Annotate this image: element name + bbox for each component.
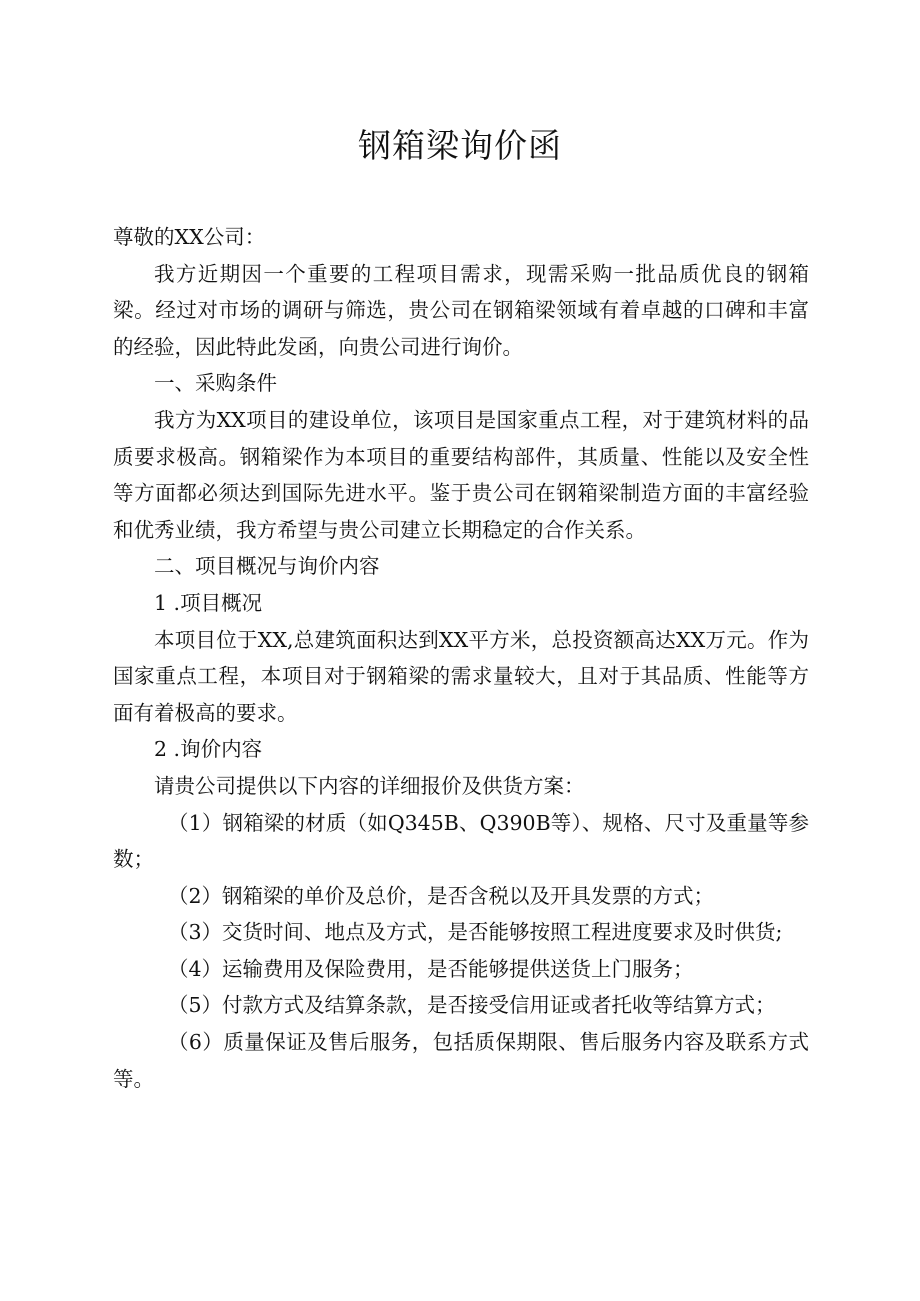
subsection1-heading: 1 .项目概况 (154, 590, 263, 615)
list-item: （5）付款方式及结算条款，是否接受信用证或者托收等结算方式； (168, 993, 776, 1018)
section2-heading: 二、项目概况与询价内容 (154, 554, 380, 579)
intro-paragraph: 我方近期因一个重要的工程项目需求，现需采购一批品质优良的钢箱梁。经过对市场的调研与筛选，贵公司在钢箱梁领域有着卓越的口碑和丰富的经验，因此特此发函，向贵公司进行询价。 (113, 261, 809, 359)
subsection1-paragraph: 本项目位于XX,总建筑面积达到XX平方米，总投资额高达XX万元。作为国家重点工程，本项目对于钢箱梁的需求量较大，且对于其品质、性能等方面有着极高的要求。 (113, 627, 809, 725)
list-item: （1）钢箱梁的材质（如Q345B、Q390B等）、规格、尺寸及重量等参数； (113, 810, 809, 872)
list-item: （2）钢箱梁的单价及总价，是否含税以及开具发票的方式； (168, 883, 715, 908)
document-body (113, 219, 809, 1097)
section1-heading: 一、采购条件 (154, 371, 277, 396)
list-item: （3）交货时间、地点及方式，是否能够按照工程进度要求及时供货; (168, 920, 783, 945)
subsection2-heading: 2 .询价内容 (154, 737, 263, 762)
document-title: 钢箱梁询价函 (358, 126, 562, 165)
subsection2-intro: 请贵公司提供以下内容的详细报价及供货方案： (154, 773, 585, 798)
list-item: （6）质量保证及售后服务，包括质保期限、售后服务内容及联系方式等。 (113, 1030, 809, 1091)
section1-paragraph: 我方为XX项目的建设单位，该项目是国家重点工程，对于建筑材料的品质要求极高。钢箱梁作为本项目的重要结构部件，其质量、性能以及安全性等方面都必须达到国际先进水平。鉴于贵公司在钢箱梁制造方面的丰富经验和优秀业绩，我方希望与贵公司建立长期稳定的合作关系。 (113, 407, 809, 542)
list-item: （4）运输费用及保险费用，是否能够提供送货上门服务； (168, 956, 694, 981)
salutation: 尊敬的XX公司： (113, 225, 266, 249)
